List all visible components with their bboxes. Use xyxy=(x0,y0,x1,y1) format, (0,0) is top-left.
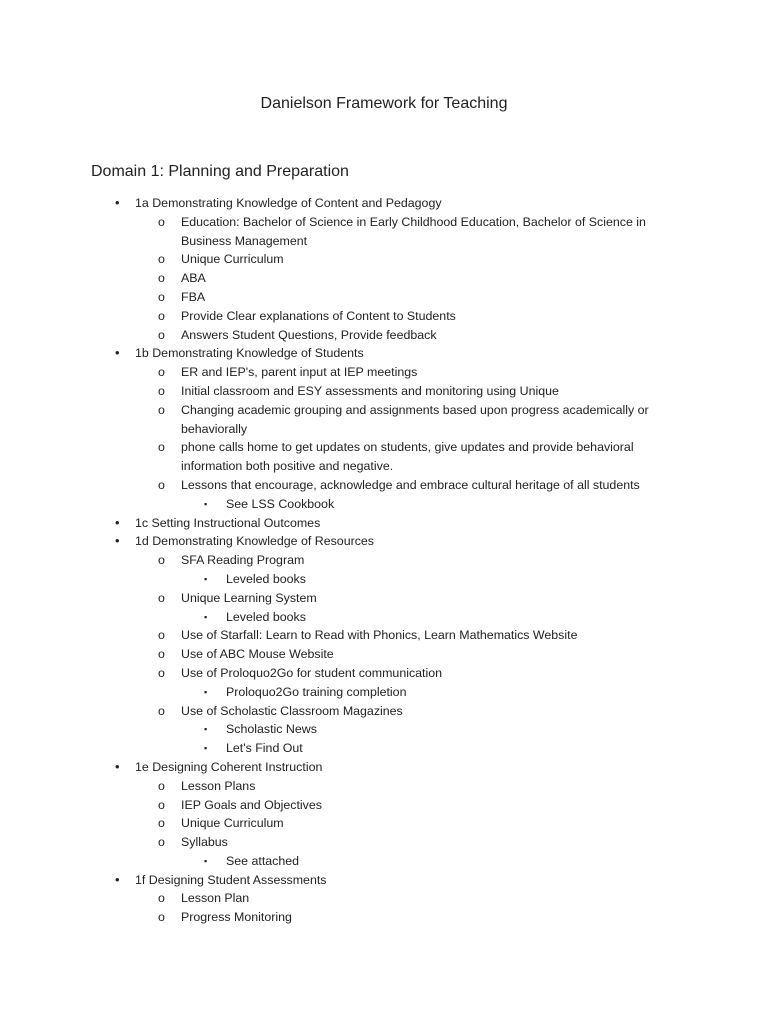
bullet-icon: o xyxy=(158,477,165,492)
bullet-icon: o xyxy=(158,891,165,906)
outline-item-level3-text: See LSS Cookbook xyxy=(226,496,335,511)
outline-item-level2-text: Education: Bachelor of Science in Early Childhood Education, Bachelor of Science in xyxy=(181,214,646,229)
outline-item-level2-continued xyxy=(0,420,768,439)
outline-item-level3 xyxy=(0,720,768,739)
outline-item-level2-text: ER and IEP's, parent input at IEP meetings xyxy=(181,365,418,380)
bullet-icon: o xyxy=(158,383,165,398)
outline-item-level1 xyxy=(0,532,768,551)
outline-item-level1 xyxy=(0,344,768,363)
outline-item-level2-continued xyxy=(0,457,768,476)
bullet-icon: ▪ xyxy=(204,498,208,509)
outline-item-level3-text: Leveled books xyxy=(226,609,306,624)
bullet-icon: o xyxy=(158,816,165,831)
outline-item-level2 xyxy=(0,889,768,908)
outline-item-level2-text: Progress Monitoring xyxy=(181,910,292,925)
bullet-icon: • xyxy=(115,758,120,774)
outline-item-level2 xyxy=(0,908,768,927)
bullet-icon: o xyxy=(158,553,165,568)
bullet-icon: o xyxy=(158,647,165,662)
outline-item-level1 xyxy=(0,194,768,213)
outline-item-level2-text: Lessons that encourage, acknowledge and embrace cultural heritage of all students xyxy=(181,477,640,492)
bullet-icon: o xyxy=(158,271,165,286)
outline-item-level2-continued-text: information both positive and negative. xyxy=(181,459,394,474)
bullet-icon: o xyxy=(158,289,165,304)
outline-item-level3 xyxy=(0,495,768,514)
outline-item-level1-text: 1c Setting Instructional Outcomes xyxy=(135,515,321,530)
outline-item-level2-text: Unique Curriculum xyxy=(181,816,284,831)
outline-item-level3 xyxy=(0,683,768,702)
outline-item-level2 xyxy=(0,814,768,833)
outline-item-level2 xyxy=(0,288,768,307)
bullet-icon: o xyxy=(158,252,165,267)
outline-item-level2 xyxy=(0,213,768,232)
outline-item-level2 xyxy=(0,269,768,288)
outline-item-level2 xyxy=(0,250,768,269)
outline-item-level3-text: Scholastic News xyxy=(226,722,317,737)
outline-item-level2 xyxy=(0,645,768,664)
outline-item-level2 xyxy=(0,363,768,382)
outline-item-level2-text: SFA Reading Program xyxy=(181,553,305,568)
outline-item-level2-continued-text: Business Management xyxy=(181,233,308,248)
outline-item-level2 xyxy=(0,476,768,495)
outline-item-level3-text: Proloquo2Go training completion xyxy=(226,684,407,699)
bullet-icon: ▪ xyxy=(204,855,208,866)
outline-item-level3 xyxy=(0,739,768,758)
outline-item-level1-text: 1a Demonstrating Knowledge of Content and Pedagogy xyxy=(135,196,442,210)
bullet-icon: o xyxy=(158,327,165,342)
outline-item-level2 xyxy=(0,382,768,401)
bullet-icon: • xyxy=(115,871,120,887)
outline-item-level3 xyxy=(0,608,768,627)
bullet-icon: • xyxy=(115,533,120,549)
bullet-icon: o xyxy=(158,778,165,793)
outline-item-level2-text: FBA xyxy=(181,289,206,304)
outline-item-level2-text: Use of Starfall: Learn to Read with Phonics, Learn Mathematics Website xyxy=(181,628,578,643)
outline-item-level2 xyxy=(0,589,768,608)
outline-item-level2 xyxy=(0,551,768,570)
document-title: Danielson Framework for Teaching xyxy=(260,95,508,112)
bullet-icon: o xyxy=(158,365,165,380)
outline-item-level2-text: ABA xyxy=(181,271,206,286)
outline-item-level2-text: Changing academic grouping and assignments based upon progress academically or xyxy=(181,402,649,417)
outline-item-level1 xyxy=(0,514,768,533)
bullet-icon: o xyxy=(158,214,165,229)
outline-item-level2-text: Initial classroom and ESY assessments and monitoring using Unique xyxy=(181,383,559,398)
outline-item-level2-text: IEP Goals and Objectives xyxy=(181,797,322,812)
outline-list xyxy=(0,194,768,927)
outline-item-level2-text: Answers Student Questions, Provide feedback xyxy=(181,327,437,342)
outline-item-level3-text: See attached xyxy=(226,853,300,868)
bullet-icon: o xyxy=(158,665,165,680)
outline-item-level2-continued-text: behaviorally xyxy=(181,421,248,436)
outline-item-level1-text: 1f Designing Student Assessments xyxy=(135,872,327,887)
bullet-icon: o xyxy=(158,910,165,925)
outline-item-level2-text: Unique Curriculum xyxy=(181,252,284,267)
outline-item-level1 xyxy=(0,758,768,777)
outline-item-level2-text: Unique Learning System xyxy=(181,590,317,605)
domain-heading: Domain 1: Planning and Preparation xyxy=(91,163,349,180)
bullet-icon: • xyxy=(115,345,120,361)
outline-item-level2 xyxy=(0,833,768,852)
bullet-icon: o xyxy=(158,402,165,417)
bullet-icon: • xyxy=(115,514,120,530)
bullet-icon: o xyxy=(158,703,165,718)
bullet-icon: ▪ xyxy=(204,573,208,584)
outline-item-level3 xyxy=(0,570,768,589)
bullet-icon: o xyxy=(158,440,165,455)
outline-item-level2 xyxy=(0,702,768,721)
bullet-icon: o xyxy=(158,628,165,643)
outline-item-level3-text: Leveled books xyxy=(226,571,306,586)
outline-item-level3 xyxy=(0,852,768,871)
bullet-icon: • xyxy=(115,195,120,210)
outline-item-level2 xyxy=(0,307,768,326)
outline-item-level2-text: Lesson Plans xyxy=(181,778,256,793)
outline-item-level2-text: Use of Scholastic Classroom Magazines xyxy=(181,703,403,718)
outline-item-level2 xyxy=(0,438,768,457)
outline-item-level2 xyxy=(0,401,768,420)
bullet-icon: o xyxy=(158,308,165,323)
bullet-icon: o xyxy=(158,797,165,812)
bullet-icon: ▪ xyxy=(204,724,208,735)
outline-item-level2 xyxy=(0,796,768,815)
outline-item-level1-text: 1d Demonstrating Knowledge of Resources xyxy=(135,534,374,549)
outline-item-level2-text: Lesson Plan xyxy=(181,891,250,906)
bullet-icon: ▪ xyxy=(204,743,208,754)
bullet-icon: ▪ xyxy=(204,611,208,622)
bullet-icon: o xyxy=(158,590,165,605)
outline-item-level1-text: 1b Demonstrating Knowledge of Students xyxy=(135,346,364,361)
outline-item-level2-text: Use of ABC Mouse Website xyxy=(181,647,334,662)
outline-item-level1 xyxy=(0,871,768,890)
bullet-icon: ▪ xyxy=(204,686,208,697)
outline-item-level2 xyxy=(0,777,768,796)
outline-item-level1-text: 1e Designing Coherent Instruction xyxy=(135,759,323,774)
outline-item-level2-continued xyxy=(0,232,768,251)
outline-item-level2 xyxy=(0,326,768,345)
outline-item-level2-text: Use of Proloquo2Go for student communication xyxy=(181,665,443,680)
bullet-icon: o xyxy=(158,835,165,850)
outline-item-level2 xyxy=(0,626,768,645)
outline-item-level2 xyxy=(0,664,768,683)
outline-item-level2-text: Syllabus xyxy=(181,835,228,850)
outline-item-level3-text: Let's Find Out xyxy=(226,741,303,756)
outline-item-level2-text: Provide Clear explanations of Content to Students xyxy=(181,308,456,323)
outline-item-level2-text: phone calls home to get updates on students, give updates and provide behavioral xyxy=(181,440,634,455)
